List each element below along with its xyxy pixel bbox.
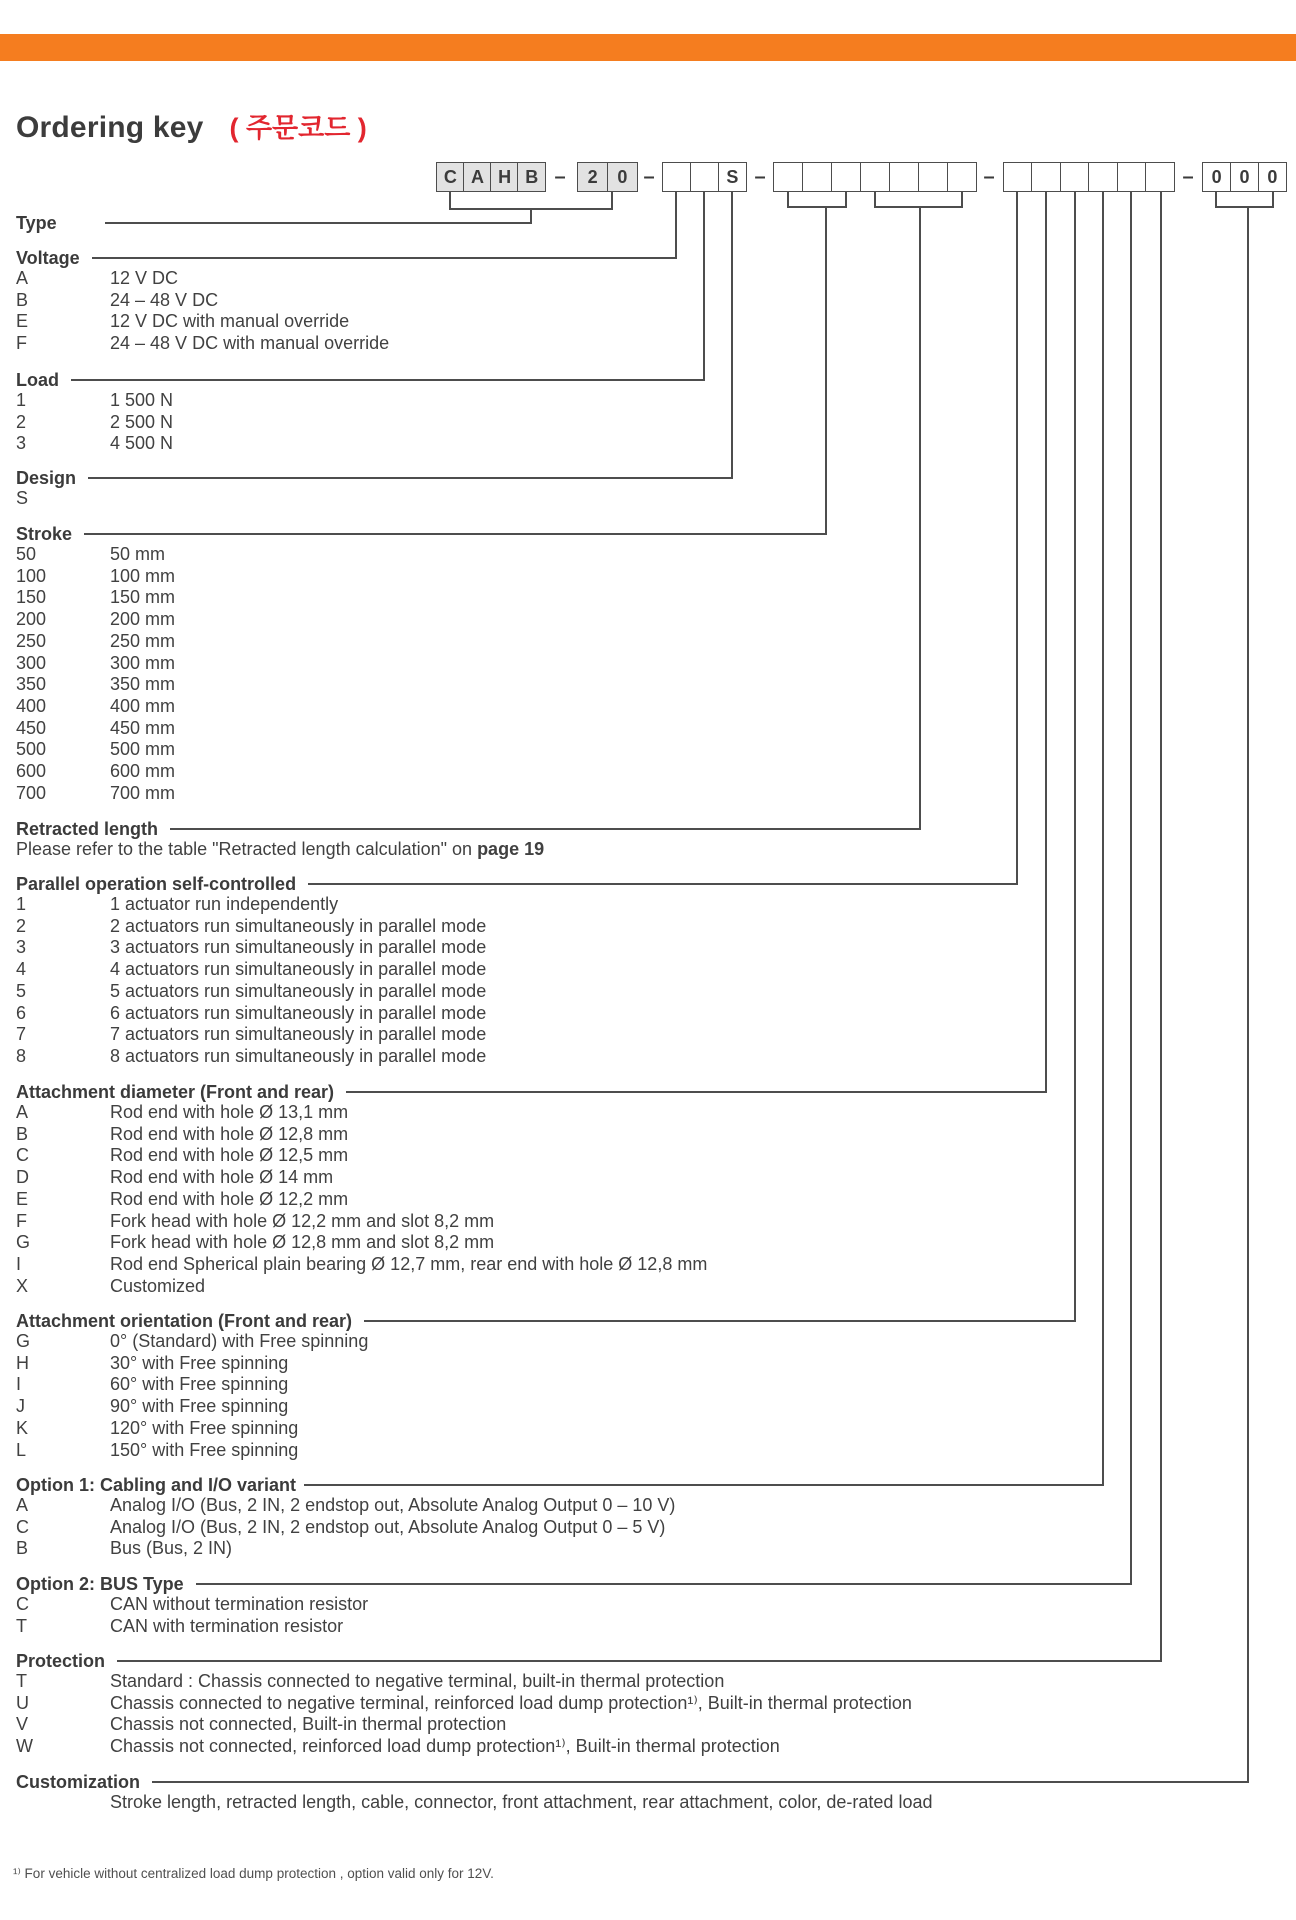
- bracket-right: [845, 192, 847, 207]
- code-box: S: [718, 162, 747, 192]
- option-desc: 700 mm: [110, 782, 176, 803]
- bracket-bar: [787, 206, 847, 208]
- option-desc: Rod end with hole Ø 12,2 mm: [110, 1188, 349, 1209]
- note-page-ref: page 19: [477, 839, 545, 859]
- connector-riser: [1130, 192, 1132, 1585]
- footnote: ¹⁾ For vehicle without centralized load dump protection , option valid only for 12V.: [13, 1866, 494, 1881]
- option-desc: 3 actuators run simultaneously in parallel mode: [110, 937, 487, 958]
- connector-riser: [1102, 192, 1104, 1486]
- option-code: T: [16, 1615, 27, 1636]
- option-code: I: [16, 1374, 22, 1395]
- section-label-retracted: Retracted length: [16, 819, 159, 839]
- option-code: 1: [16, 894, 27, 914]
- option-desc: 12 V DC: [110, 268, 179, 288]
- code-box: C: [436, 162, 465, 192]
- option-desc: 2 500 N: [110, 411, 174, 432]
- code-box: [1060, 162, 1090, 192]
- option-desc: 600 mm: [110, 761, 176, 781]
- option-code: 7: [16, 1024, 27, 1045]
- code-group-voltage-load-design: [662, 162, 747, 192]
- connector-riser: [1016, 192, 1018, 885]
- option-desc: 1 500 N: [110, 390, 174, 410]
- code-box: [802, 162, 832, 192]
- connector-riser: [1074, 192, 1076, 1322]
- option-code: C: [16, 1594, 29, 1614]
- option-desc: Stroke length, retracted length, cable, connector, front attachment, rear attachment, color, de-rated load: [110, 1792, 933, 1812]
- option-code: G: [16, 1232, 31, 1253]
- bracket-left: [874, 192, 876, 207]
- page-title-text: Ordering key: [16, 111, 204, 144]
- option-desc: 6 actuators run simultaneously in parallel mode: [110, 1002, 487, 1023]
- option-desc: 2 actuators run simultaneously in parallel mode: [110, 915, 487, 936]
- option-code: F: [16, 1210, 27, 1231]
- option-code: 350: [16, 674, 47, 695]
- section-line-opt1: [304, 1484, 1104, 1486]
- bracket-bar: [1215, 206, 1274, 208]
- option-desc: 24 – 48 V DC with manual override: [110, 333, 390, 354]
- bracket-right: [1272, 192, 1274, 207]
- section-line-att_ori: [364, 1320, 1076, 1322]
- option-code: E: [16, 311, 29, 332]
- page-title-korean: ( 주문코드 ): [229, 113, 367, 143]
- option-code: 5: [16, 980, 27, 1001]
- option-code: J: [16, 1396, 25, 1417]
- section-label-opt2: Option 2: BUS Type: [16, 1574, 184, 1594]
- option-desc: Customized: [110, 1275, 206, 1296]
- section-line-customization: [152, 1781, 1249, 1783]
- code-box: H: [490, 162, 519, 192]
- option-code: H: [16, 1352, 29, 1373]
- option-desc: 120° with Free spinning: [110, 1417, 299, 1438]
- option-code: 700: [16, 782, 47, 803]
- option-code: U: [16, 1692, 29, 1713]
- code-separator: –: [554, 166, 566, 188]
- option-code: B: [16, 289, 29, 310]
- bracket-left: [787, 192, 789, 207]
- option-desc: 0° (Standard) with Free spinning: [110, 1331, 369, 1351]
- option-desc: 500 mm: [110, 739, 176, 760]
- option-code: 450: [16, 717, 47, 738]
- section-line-type: [105, 222, 532, 224]
- option-desc: 200 mm: [110, 609, 176, 630]
- section-label-customization: Customization: [16, 1772, 140, 1792]
- option-code: 300: [16, 652, 47, 673]
- option-desc: Analog I/O (Bus, 2 IN, 2 endstop out, Absolute Analog Output 0 – 10 V): [110, 1495, 676, 1515]
- section-line-att_dia: [346, 1091, 1047, 1093]
- page-title: [16, 106, 367, 145]
- option-code: C: [16, 1516, 29, 1537]
- code-box: 0: [607, 162, 638, 192]
- code-group-series: [436, 162, 546, 192]
- orange-banner: [0, 34, 1296, 61]
- option-desc: Chassis connected to negative terminal, reinforced load dump protection¹⁾, Built-in thermal protection: [110, 1692, 912, 1713]
- option-desc: 8 actuators run simultaneously in parallel mode: [110, 1045, 487, 1066]
- option-desc: Rod end with hole Ø 12,5 mm: [110, 1145, 349, 1166]
- option-desc: 12 V DC with manual override: [110, 311, 350, 332]
- connector-riser: [1160, 192, 1162, 1662]
- section-label-type: Type: [16, 213, 57, 233]
- section-label-att_dia: Attachment diameter (Front and rear): [16, 1082, 335, 1102]
- option-code: 500: [16, 739, 47, 760]
- code-group-size: [577, 162, 638, 192]
- option-code: K: [16, 1417, 29, 1438]
- code-box: [947, 162, 977, 192]
- option-code: 150: [16, 587, 47, 608]
- option-code: V: [16, 1714, 29, 1735]
- option-desc: Standard : Chassis connected to negative terminal, built-in thermal protection: [110, 1671, 725, 1691]
- section-line-stroke: [84, 533, 827, 535]
- code-group-options: [1003, 162, 1175, 192]
- option-code: T: [16, 1671, 27, 1691]
- bracket-left: [1215, 192, 1217, 207]
- section-line-protection: [117, 1660, 1162, 1662]
- code-box: 2: [577, 162, 608, 192]
- code-box: [1088, 162, 1118, 192]
- option-code: 1: [16, 390, 27, 410]
- option-code: A: [16, 1495, 29, 1515]
- code-group-stroke-retracted: [773, 162, 977, 192]
- option-code: B: [16, 1123, 29, 1144]
- bracket-drop: [825, 207, 827, 535]
- code-box: [1117, 162, 1147, 192]
- option-desc: 5 actuators run simultaneously in parallel mode: [110, 980, 487, 1001]
- option-code: X: [16, 1275, 29, 1296]
- section-label-att_ori: Attachment orientation (Front and rear): [16, 1311, 353, 1331]
- option-code: 4: [16, 959, 27, 980]
- option-code: 600: [16, 761, 47, 781]
- section-line-retracted: [170, 828, 921, 830]
- code-separator: –: [643, 166, 655, 188]
- option-desc: Rod end Spherical plain bearing Ø 12,7 mm, rear end with hole Ø 12,8 mm: [110, 1253, 708, 1274]
- section-label-voltage: Voltage: [16, 248, 80, 268]
- option-code: 100: [16, 565, 47, 586]
- code-box: A: [463, 162, 492, 192]
- option-desc: Fork head with hole Ø 12,2 mm and slot 8,2 mm: [110, 1210, 495, 1231]
- bracket-drop: [1247, 207, 1249, 1783]
- section-label-parallel: Parallel operation self-controlled: [16, 874, 297, 894]
- option-code: 6: [16, 1002, 27, 1023]
- section-line-opt2: [196, 1583, 1132, 1585]
- option-desc: 250 mm: [110, 630, 176, 651]
- section-label-opt1: Option 1: Cabling and I/O variant: [16, 1475, 297, 1495]
- option-desc: Rod end with hole Ø 14 mm: [110, 1167, 334, 1188]
- section-label-design: Design: [16, 468, 77, 488]
- option-desc: Rod end with hole Ø 13,1 mm: [110, 1102, 349, 1122]
- code-box: [1003, 162, 1033, 192]
- option-desc: Fork head with hole Ø 12,8 mm and slot 8,2 mm: [110, 1232, 495, 1253]
- option-code: D: [16, 1167, 29, 1188]
- code-separator: –: [754, 166, 766, 188]
- bracket-drop: [919, 207, 921, 830]
- option-code: I: [16, 1253, 22, 1274]
- option-code: 50: [16, 544, 37, 564]
- option-code: 3: [16, 433, 27, 454]
- option-code: E: [16, 1188, 29, 1209]
- option-desc: Chassis not connected, Built-in thermal protection: [110, 1714, 507, 1735]
- bracket-right: [611, 192, 613, 209]
- option-desc: 150 mm: [110, 587, 176, 608]
- option-code: A: [16, 1102, 29, 1122]
- section-line-voltage: [92, 257, 677, 259]
- section-line-design: [88, 477, 733, 479]
- option-desc: Chassis not connected, reinforced load dump protection¹⁾, Built-in thermal protection: [110, 1736, 780, 1757]
- code-box: [662, 162, 691, 192]
- connector-riser: [703, 192, 705, 381]
- section-line-load: [71, 379, 705, 381]
- option-code: B: [16, 1538, 29, 1559]
- option-desc: 24 – 48 V DC: [110, 289, 219, 310]
- option-desc: CAN without termination resistor: [110, 1594, 369, 1614]
- code-box: [1145, 162, 1175, 192]
- section-note: [16, 839, 544, 860]
- option-code: F: [16, 333, 27, 354]
- code-box: 0: [1202, 162, 1231, 192]
- note-text: Please refer to the table "Retracted length calculation" on: [16, 839, 478, 859]
- option-desc: Bus (Bus, 2 IN): [110, 1538, 233, 1559]
- option-desc: 7 actuators run simultaneously in parallel mode: [110, 1024, 487, 1045]
- code-box: [918, 162, 948, 192]
- code-separator: –: [983, 166, 995, 188]
- section-label-stroke: Stroke: [16, 524, 73, 544]
- option-code: C: [16, 1145, 29, 1166]
- option-desc: 90° with Free spinning: [110, 1396, 289, 1417]
- code-box: [773, 162, 803, 192]
- option-desc: Rod end with hole Ø 12,8 mm: [110, 1123, 349, 1144]
- bracket-left: [449, 192, 451, 209]
- bracket-right: [961, 192, 963, 207]
- code-separator: –: [1182, 166, 1194, 188]
- option-desc: 100 mm: [110, 565, 176, 586]
- option-desc: 4 500 N: [110, 433, 174, 454]
- code-box: [690, 162, 719, 192]
- option-code: 200: [16, 609, 47, 630]
- connector-riser: [675, 192, 677, 259]
- option-code: G: [16, 1331, 31, 1351]
- code-box: [889, 162, 919, 192]
- option-desc: 150° with Free spinning: [110, 1439, 299, 1460]
- connector-riser: [731, 192, 733, 479]
- code-box: B: [517, 162, 546, 192]
- option-desc: 30° with Free spinning: [110, 1352, 289, 1373]
- code-group-customization: [1202, 162, 1287, 192]
- option-desc: 4 actuators run simultaneously in parallel mode: [110, 959, 487, 980]
- option-code: 250: [16, 630, 47, 651]
- option-code: 3: [16, 937, 27, 958]
- option-desc: 50 mm: [110, 544, 166, 564]
- option-desc: 300 mm: [110, 652, 176, 673]
- code-box: [860, 162, 890, 192]
- option-code: L: [16, 1439, 27, 1460]
- option-code: 2: [16, 411, 27, 432]
- option-desc: 350 mm: [110, 674, 176, 695]
- code-box: 0: [1258, 162, 1287, 192]
- option-code: S: [16, 488, 29, 508]
- option-desc: 450 mm: [110, 717, 176, 738]
- code-box: [831, 162, 861, 192]
- option-code: 2: [16, 915, 27, 936]
- option-desc: 1 actuator run independently: [110, 894, 339, 914]
- option-code: 8: [16, 1045, 27, 1066]
- connector-riser: [1045, 192, 1047, 1093]
- section-label-load: Load: [16, 370, 59, 390]
- option-code: 400: [16, 695, 47, 716]
- option-desc: 60° with Free spinning: [110, 1374, 289, 1395]
- option-desc: 400 mm: [110, 695, 176, 716]
- section-line-parallel: [308, 883, 1018, 885]
- code-box: [1031, 162, 1061, 192]
- option-code: A: [16, 268, 29, 288]
- option-desc: CAN with termination resistor: [110, 1615, 344, 1636]
- option-code: W: [16, 1736, 33, 1757]
- code-box: 0: [1230, 162, 1259, 192]
- option-desc: Analog I/O (Bus, 2 IN, 2 endstop out, Absolute Analog Output 0 – 5 V): [110, 1516, 666, 1537]
- section-label-protection: Protection: [16, 1651, 106, 1671]
